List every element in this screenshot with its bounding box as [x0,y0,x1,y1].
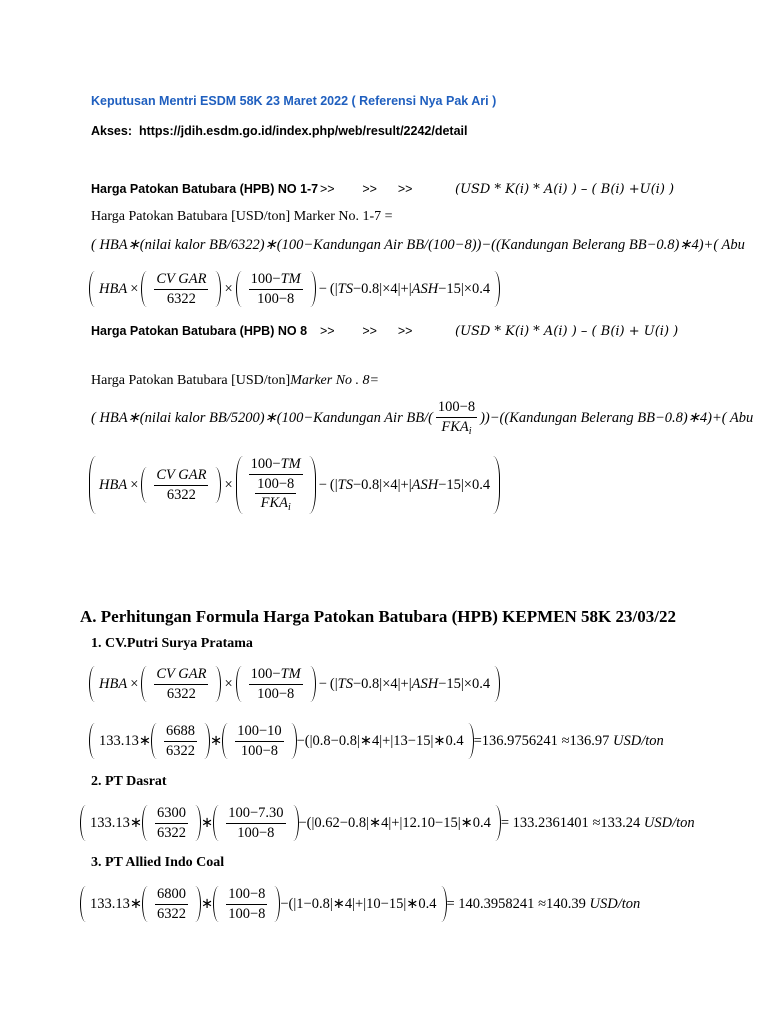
section-title: A. Perhitungan Formula Harga Patokan Batubara (HPB) KEPMEN 58K 23/03/22 [80,607,676,626]
akses-label: Akses: [91,124,132,138]
hpb17-formula-fraction: HBA × $\frac{\text{CV GAR}}{6322}$ × $\frac{100-TM}{100-8}$ − (| TS −0.8|×4|+| ASH −15|×0.4 [89,266,500,312]
hpb8-label: Harga Patokan Batubara (HPB) NO 8 [91,324,308,338]
akses-line [91,124,467,138]
hpb8-formula-short: (USD * K(i) * A(i) ) – ( B(i) + U(i) ) [455,324,679,339]
item-2-name: 2. PT Dasrat [91,774,167,789]
hpb17-formula-short: (USD * K(i) * A(i) ) – ( B(i) +U(i) ) [455,182,675,197]
item-3-name: 3. PT Allied Indo Coal [91,855,225,870]
item-3-calculation: 133.13 ∗ $\frac{6800}{6322}$ ∗ $\frac{100-8}{100-8}$ −(| 1 −0.8|∗4|+| 10 −15|∗0.4 = 140.3958241 ≈140.39 USD/ton [80,881,640,927]
hpb8-formula-fraction: HBA × $\frac{\text{CV GAR}}{6322}$ × $\frac{100-TM}{\frac{100-8}{FKA_i}}$ − (| TS −0.8|×4|+| ASH −15|×0.4 [89,452,500,518]
akses-url[interactable]: https://jdih.esdm.go.id/index.php/web/result/2242/detail [138,124,468,138]
hpb8-long-formula: ( HBA∗(nilai kalor BB/5200)∗(100−Kandungan Air BB/( $\frac{100-8}{FKA_i}$ ))−((Kandungan Belerang BB−0.8)∗4)+( Abu [91,398,754,437]
document-title: Keputusan Mentri ESDM 58K 23 Maret 2022 ( Referensi Nya Pak Ari ) [91,94,497,108]
hpb17-long-formula: ( HBA∗(nilai kalor BB/6322)∗(100−Kandungan Air BB/(100−8))−((Kandungan Belerang BB−0.8)∗4)+( Abu [91,237,745,253]
hpb8-arrows: >> >> >> [320,324,413,338]
hpb8-marker-line: Harga Patokan Batubara [USD/ton]Marker No . 8= [91,373,379,388]
item-1-calculation: 133.13 ∗ $\frac{6688}{6322}$ ∗ $\frac{100-10}{100-8}$ −(| 0.8 −0.8|∗4|+| 13 −15|∗0.4 =136.9756241 ≈136.97 USD/ton [89,718,664,764]
item-1-generic-formula: HBA × $\frac{\text{CV GAR}}{6322}$ × $\frac{100-TM}{100-8}$ − (| TS −0.8|×4|+| ASH −15|×0.4 [89,661,500,707]
hpb17-label: Harga Patokan Batubara (HPB) NO 1-7 [91,182,319,196]
item-1-name: 1. CV.Putri Surya Pratama [91,636,253,651]
item-2-calculation: 133.13 ∗ $\frac{6300}{6322}$ ∗ $\frac{100-7.30}{100-8}$ −(| 0.62 −0.8|∗4|+| 12.10 −15|∗0.4 = 133.2361401 ≈133.24 USD/ton [80,800,695,846]
hpb17-arrows: >> >> >> [320,182,413,196]
hpb17-marker-line: Harga Patokan Batubara [USD/ton] Marker No. 1-7 = [91,209,393,224]
